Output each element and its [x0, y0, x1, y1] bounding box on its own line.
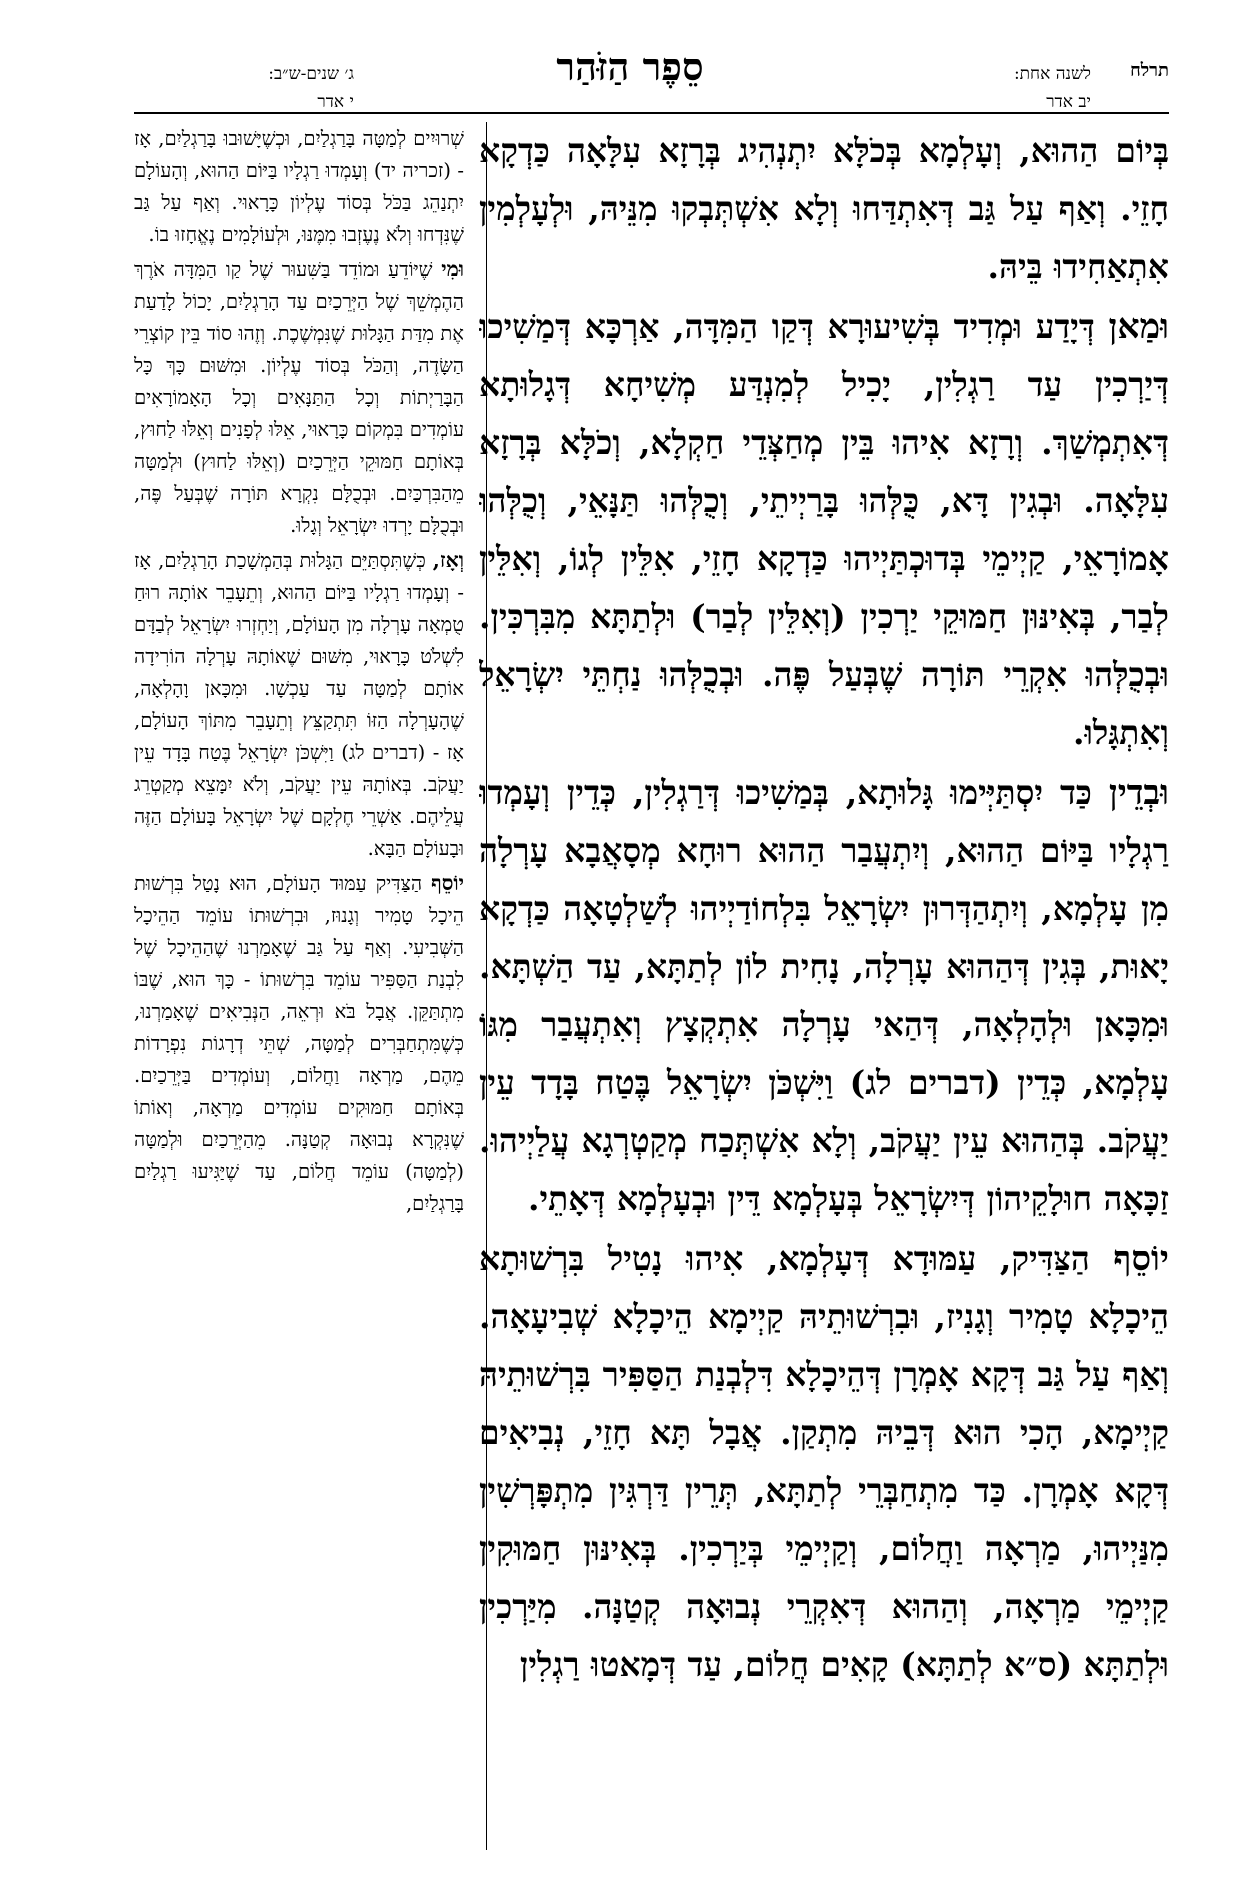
paragraph-text: שְׁרוּיִים לְמַטָּה בָּרַגְלַיִם, וּכְשֶׁיָּשׁוּבוּ בָּרַגְלַיִם, אָז - (זכריה יד) וְעָמְדוּ רַגְלָיו בַּיּוֹם הַהוּא, וְהָעוֹלָם יִתְנַהֵג בַּכֹּל בְּסוֹד עֶלְיוֹן כָּרָאוּי. וְאַף עַל גַּב שֶׁנִּדְחוּ וְלֹא נֶעֶזְבוּ מִמֶּנּוּ, וּלְעוֹלָמִים נֶאֱחָזוּ בוֹ. — [134, 127, 464, 246]
paragraph-lead-word: יוֹסֵף — [431, 871, 464, 895]
paragraph-lead-word: וּמִי — [441, 257, 464, 281]
header-right — [809, 40, 1169, 112]
side-paragraph — [134, 253, 464, 542]
schedule-label — [1014, 60, 1091, 116]
book-title: סֵפֶר הַזֹּהַר — [556, 44, 704, 89]
main-column — [479, 122, 1169, 1852]
main-paragraph — [479, 122, 1169, 296]
side-paragraph — [134, 122, 464, 251]
paragraph-lead-word: יוֹסֵף — [1113, 1238, 1169, 1279]
paragraph-text: הַצַּדִּיק עַמּוּד הָעוֹלָם, הוּא נָטַל בִּרְשׁוּת הֵיכָל טָמִיר וְגָנוּז, וּבִרְשׁוּתוֹ עוֹמֵד הַהֵיכָל הַשְּׁבִיעִי. וְאַף עַל גַּב שֶׁאָמַרְנוּ שֶׁהַהֵיכָל שֶׁל לִבְנַת הַסַּפִּיר עוֹמֵד בִּרְשׁוּתוֹ - כָּךְ הוּא, שֶׁבּוֹ מִתְתַּקֵּן. אֲבָל בֹּא וּרְאֵה, הַנְּבִיאִים שֶׁאָמַרְנוּ, כְּשֶׁמִּתְחַבְּרִים לְמַטָּה, שְׁתֵּי דְרָגוֹת נִפְרָדוֹת מֵהֶם, מַרְאָה וַחֲלוֹם, וְעוֹמְדִים בַּיְּרֵכַיִם. בְּאוֹתָם חַמּוּקִים עוֹמְדִים מַרְאָה, וְאוֹתוֹ שֶׁנִּקְרָא נְבוּאָה קְטַנָּה. מֵהַיְּרֵכַיִם וּלְמַטָּה (לְמַטָּה) עוֹמֵד חֲלוֹם, עַד שֶׁיַּגִּיעוּ רַגְלַיִם בָּרַגְלַיִם, — [134, 872, 464, 1215]
main-paragraph — [479, 764, 1169, 1228]
header-left — [134, 60, 354, 116]
page-number: תרלח — [1130, 60, 1169, 81]
main-paragraph — [479, 298, 1169, 762]
paragraph-text: דְּיָדַע וּמְדִיד בְּשִׁיעוּרָא דְּקַו הַמִּדָּה, אַרְכָּא דְּמַשִׁיכוּ דְּיַרְכִין עַד רַגְלִין, יָכִיל לְמִנְדַּע מְשִׁיחָא דְּגָלוּתָא דְּאִתְמְשַׁךְ. וְרָזָא אִיהוּ בֵּין מְחַצְּדֵי חַקְלָא, וְכֹלָּא בְּרָזָא עִלָּאָה. וּבְגִין דָּא, כֻּלְּהוּ בָּרַיְיתֵי, וְכֻלְּהוּ תַּנָּאֵי, וְכֻלְּהוּ אָמוֹרָאֵי, קַיְימֵי בְּדוּכְתַּיְיהוּ כַּדְקָא חָזֵי, אִלֵּין לְגוֹ, וְאִלֵּין לְבַר, בְּאִינּוּן חַמּוּקֵי יַרְכִין (וְאִלֵּין לְבַר) וּלְתַתָּא מִבִּרְכִּין. וּבְכֻלְּהוּ אִקְרֵי תּוֹרָה שֶׁבְּעַל פֶּה. וּבְכֻלְּהוּ נַחְתֵּי יִשְׂרָאֵל וְאִתְגָּלוּ. — [479, 307, 1169, 752]
paragraph-text: בְּיוֹם הַהוּא, וְעָלְמָא בְּכֹלָּא יִתְנְהִיג בְּרָזָא עִלָּאָה כַּדְקָא חָזֵי. וְאַף עַל גַּב דְּאִתְדַּחוּ וְלָא אִשְׁתְּבְקוּ מִנֵּיהּ, וּלְעָלְמִין אִתְאַחִידוּ בֵּיהּ. — [479, 131, 1169, 286]
paragraph-lead-word: וּמַאן — [1108, 306, 1169, 347]
header-rule — [134, 112, 1169, 114]
schedule-left-line-2: י אדר — [317, 92, 354, 112]
paragraph-text: כַּד יִסְתַּיְּימוּ גָּלוּתָא, בְּמַשִׁיכוּ דְּרַגְלִין, כְּדֵין וְעָמְדוּ רַגְלָיו בַּיּוֹם הַהוּא, וְיִתְעֲבַר הַהוּא רוּחָא מְסָאֲבָא עָרְלָה מִן עָלְמָא, וְיִתְהַדְּרוּן יִשְׂרָאֵל בִּלְחוֹדַיְיהוּ לְשַׁלְטָאָה כַּדְקָא יָאוּת, בְּגִין דְּהַהוּא עָרְלָה, נָחִית לוֹן לְתַתָּא, עַד הַשְׁתָּא. וּמִכָּאן וּלְהָלְאָה, דְּהַאי עָרְלָה אִתְקְצָץ וְאִתְעֲבַר מִגּוֹ עָלְמָא, כְּדֵין (דברים לג) וַיִּשְׁכֹּן יִשְׂרָאֵל בֶּטַח בָּדָד עֵין יַעֲקֹב. בְּהַהוּא עֵין יַעֲקֹב, וְלָא אִשְׁתְּכַח מְקַטְרְגָא עֲלַיְיהוּ. זַכָּאָה חוּלָקֵיהוֹן דְּיִשְׂרָאֵל בְּעָלְמָא דֵּין וּבְעָלְמָא דְּאָתֵי. — [479, 773, 1169, 1218]
side-column — [134, 122, 464, 1852]
schedule-line-1: לשנה אחת: — [1013, 64, 1091, 84]
schedule-left-line-1: ג׳ שנים-ש״ב: — [268, 64, 354, 84]
paragraph-lead-word: וְאָז, — [432, 548, 464, 572]
paragraph-text: שֶׁיּוֹדֵעַ וּמוֹדֵד בַּשִּׁעוּר שֶׁל קַו הַמִּדָּה אֹרֶךְ הַהֶמְשֵׁךְ שֶׁל הַיְּרֵכַיִם עַד הָרַגְלַיִם, יָכוֹל לָדַעַת אֶת מִדַּת הַגָּלוּת שֶׁנִּמְשֶׁכֶת. וְזֶהוּ סוֹד בֵּין קוֹצְרֵי הַשָּׂדֶה, וְהַכֹּל בְּסוֹד עֶלְיוֹן. וּמִשּׁוּם כָּךְ כָּל הַבָּרַיְתוֹת וְכָל הַתַּנָּאִים וְכָל הָאָמוֹרָאִים עוֹמְדִים בִּמְקוֹם כָּרָאוּי, אֵלּוּ לְפָנִים וְאֵלּוּ לַחוּץ, בְּאוֹתָם חַמּוּקֵי הַיְּרֵכַיִם (וְאֵלּוּ לַחוּץ) וּלְמַטָּה מֵהַבִּרְכַּיִם. וּבְכֻלָּם נִקְרָא תּוֹרָה שֶׁבְּעַל פֶּה, וּבְכֻלָּם יָרְדוּ יִשְׂרָאֵל וְגָלוּ. — [134, 258, 464, 537]
column-divider — [486, 122, 487, 1850]
side-paragraph — [134, 544, 464, 865]
paragraph-lead-word: וּבְדֵין — [1108, 772, 1169, 813]
side-paragraph — [134, 867, 464, 1220]
paragraph-text: כְּשֶׁתִּסְתַּיֵּם הַגָּלוּת בְּהַמְשָׁכַת הָרַגְלַיִם, אָז - וְעָמְדוּ רַגְלָיו בַּיּוֹם הַהוּא, וְתֵעָבֵר אוֹתָהּ רוּחַ טֻמְאָה עָרְלָה מִן הָעוֹלָם, וְיַחְזְרוּ יִשְׂרָאֵל לְבַדָּם לִשְׁלֹט כָּרָאוּי, מִשּׁוּם שֶׁאוֹתָהּ עָרְלָה הוֹרִידָה אוֹתָם לְמַטָּה עַד עַכְשָׁו. וּמִכָּאן וָהָלְאָה, שֶׁהָעָרְלָה הַזּוֹ תִּתְקַצֵּץ וְתֵעָבֵר מִתּוֹךְ הָעוֹלָם, אָז - (דברים לג) וַיִּשְׁכֹּן יִשְׂרָאֵל בֶּטַח בָּדָד עֵין יַעֲקֹב. בְּאוֹתָהּ עֵין יַעֲקֹב, וְלֹא יִמָּצֵא מְקַטְרֵג עֲלֵיהֶם. אַשְׁרֵי חֶלְקָם שֶׁל יִשְׂרָאֵל בָּעוֹלָם הַזֶּה וּבָעוֹלָם הַבָּא. — [134, 549, 464, 860]
schedule-line-2: יב אדר — [1046, 92, 1091, 112]
paragraph-text: הַצַּדִּיק, עַמּוּדָא דְּעָלְמָא, אִיהוּ נָטִיל בִּרְשׁוּתָא הֵיכָלָא טָמִיר וְגָנִיז, וּבִרְשׁוּתֵיהּ קַיְימָא הֵיכָלָא שְׁבִיעָאָה. וְאַף עַל גַּב דְּקָא אָמְרָן דְּהֵיכָלָא דִּלְבְנַת הַסַּפִּיר בִּרְשׁוּתֵיהּ קַיְימָא, הָכִי הוּא דְּבֵיהּ מִתְקַן. אֲבָל תָּא חָזֵי, נְבִיאִים דְּקָא אָמְרָן. כַּד מִתְחַבְּרֵי לְתַתָּא, תְּרֵין דַּרְגִּין מִתְפָּרְשִׁין מִנַּיְיהוּ, מַרְאָה וַחֲלוֹם, וְקַיְימֵי בְּיַרְכִין. בְּאִינּוּן חַמּוּקִין קַיְימֵי מַרְאָה, וְהַהוּא דְּאִקְרֵי נְבוּאָה קְטַנָּה. מִיַּרְכִין וּלְתַתָּא (ס״א לְתַתָּא) קָאִים חֲלוֹם, עַד דְּמָאטוּ רַגְלִין — [479, 1239, 1169, 1684]
main-paragraph — [479, 1230, 1169, 1694]
